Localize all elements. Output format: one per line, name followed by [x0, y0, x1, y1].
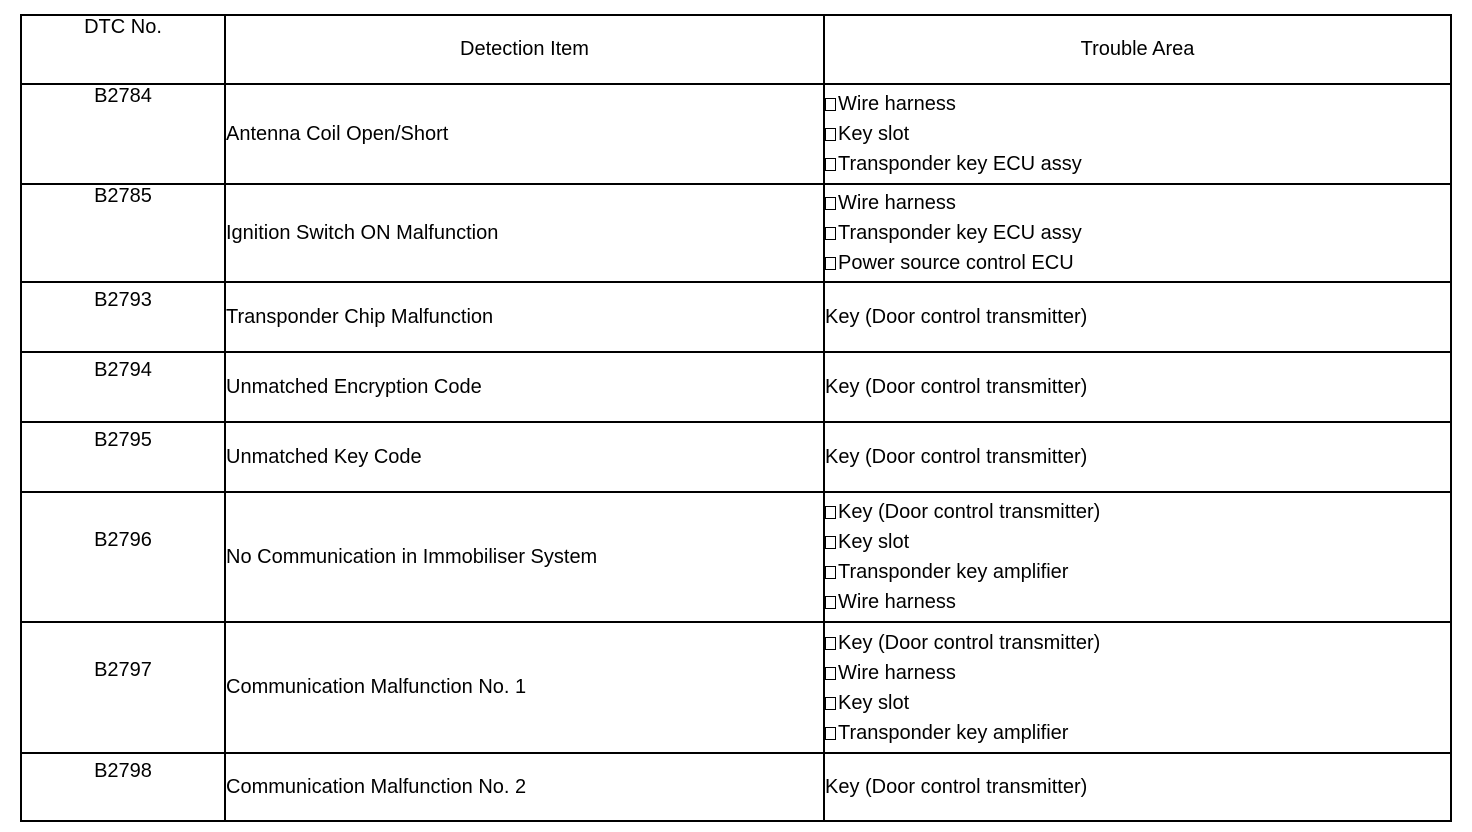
- detection-item: Communication Malfunction No. 2: [225, 753, 824, 821]
- trouble-area-entry: [825, 658, 1450, 688]
- trouble-area-entry: [825, 188, 1450, 218]
- trouble-area-text: Transponder key ECU assy: [838, 153, 1082, 175]
- trouble-area-text: Key slot: [838, 691, 910, 714]
- header-dtc-no: DTC No.: [21, 15, 225, 84]
- trouble-area: [824, 753, 1451, 821]
- trouble-area-entry: [825, 527, 1450, 557]
- table-row: [21, 753, 1451, 821]
- detection-item: Communication Malfunction No. 1: [225, 622, 824, 753]
- trouble-area: [824, 422, 1451, 492]
- checkbox-icon: [825, 197, 836, 210]
- trouble-area: [824, 184, 1451, 282]
- trouble-area-entry: [825, 248, 1450, 278]
- trouble-area-text: Key (Door control transmitter): [825, 306, 1088, 328]
- trouble-area-entry: [825, 718, 1450, 748]
- checkbox-icon: [825, 667, 836, 680]
- trouble-area-text: Key (Door control transmitter): [838, 631, 1101, 654]
- checkbox-icon: [825, 158, 836, 171]
- trouble-area-text: Key (Door control transmitter): [825, 776, 1088, 798]
- trouble-area-text: Transponder key amplifier: [838, 561, 1069, 583]
- trouble-area: [824, 492, 1451, 622]
- trouble-area-entry: [825, 557, 1450, 587]
- dtc-code: B2793: [21, 282, 225, 352]
- header-trouble-area: Trouble Area: [824, 15, 1451, 84]
- trouble-area-text: Key (Door control transmitter): [838, 501, 1101, 523]
- table-row: [21, 352, 1451, 422]
- header-row: [21, 15, 1451, 84]
- table-row: [21, 84, 1451, 184]
- trouble-area-text: Key (Door control transmitter): [825, 446, 1088, 468]
- checkbox-icon: [825, 128, 836, 141]
- trouble-area-text: Wire harness: [838, 591, 956, 613]
- trouble-area-text: Transponder key amplifier: [838, 721, 1069, 744]
- detection-item: Transponder Chip Malfunction: [225, 282, 824, 352]
- checkbox-icon: [825, 227, 836, 240]
- trouble-area: [824, 282, 1451, 352]
- header-detection-item: Detection Item: [225, 15, 824, 84]
- trouble-area-entry: [825, 218, 1450, 248]
- dtc-code: [21, 622, 225, 753]
- detection-item: Unmatched Key Code: [225, 422, 824, 492]
- table-row: [21, 492, 1451, 622]
- dtc-table: [20, 14, 1452, 822]
- trouble-area-text: Wire harness: [838, 93, 956, 115]
- trouble-area: [824, 352, 1451, 422]
- table-row: [21, 184, 1451, 282]
- trouble-area-text: Key slot: [838, 531, 910, 553]
- trouble-area-entry: [825, 628, 1450, 658]
- checkbox-icon: [825, 98, 836, 111]
- trouble-area-entry: [825, 119, 1450, 149]
- trouble-area-text: Key slot: [838, 123, 910, 145]
- detection-item: Unmatched Encryption Code: [225, 352, 824, 422]
- trouble-area-entry: [825, 149, 1450, 179]
- dtc-code: B2795: [21, 422, 225, 492]
- table-row: [21, 282, 1451, 352]
- dtc-code: [21, 492, 225, 622]
- trouble-area-text: Power source control ECU: [838, 252, 1074, 274]
- checkbox-icon: [825, 536, 836, 549]
- checkbox-icon: [825, 727, 836, 740]
- trouble-area: [824, 84, 1451, 184]
- trouble-area-entry: [825, 89, 1450, 119]
- trouble-area-text: Wire harness: [838, 192, 956, 214]
- dtc-code: B2798: [21, 753, 225, 821]
- checkbox-icon: [825, 506, 836, 519]
- trouble-area-entry: [825, 688, 1450, 718]
- detection-item: No Communication in Immobiliser System: [225, 492, 824, 622]
- detection-item: Ignition Switch ON Malfunction: [225, 184, 824, 282]
- trouble-area-text: Wire harness: [838, 661, 956, 684]
- dtc-code: B2785: [21, 184, 225, 282]
- detection-item: Antenna Coil Open/Short: [225, 84, 824, 184]
- checkbox-icon: [825, 637, 836, 650]
- dtc-code: B2794: [21, 352, 225, 422]
- dtc-code-text: B2797: [94, 659, 152, 681]
- dtc-code-text: B2796: [94, 529, 152, 551]
- trouble-area-entry: [825, 497, 1450, 527]
- trouble-area-text: Key (Door control transmitter): [825, 376, 1088, 398]
- trouble-area-text: Transponder key ECU assy: [838, 222, 1082, 244]
- checkbox-icon: [825, 697, 836, 710]
- checkbox-icon: [825, 596, 836, 609]
- trouble-area-entry: [825, 587, 1450, 617]
- trouble-area: [824, 622, 1451, 753]
- checkbox-icon: [825, 257, 836, 270]
- dtc-code: B2784: [21, 84, 225, 184]
- table-row: [21, 622, 1451, 753]
- table-row: [21, 422, 1451, 492]
- checkbox-icon: [825, 566, 836, 579]
